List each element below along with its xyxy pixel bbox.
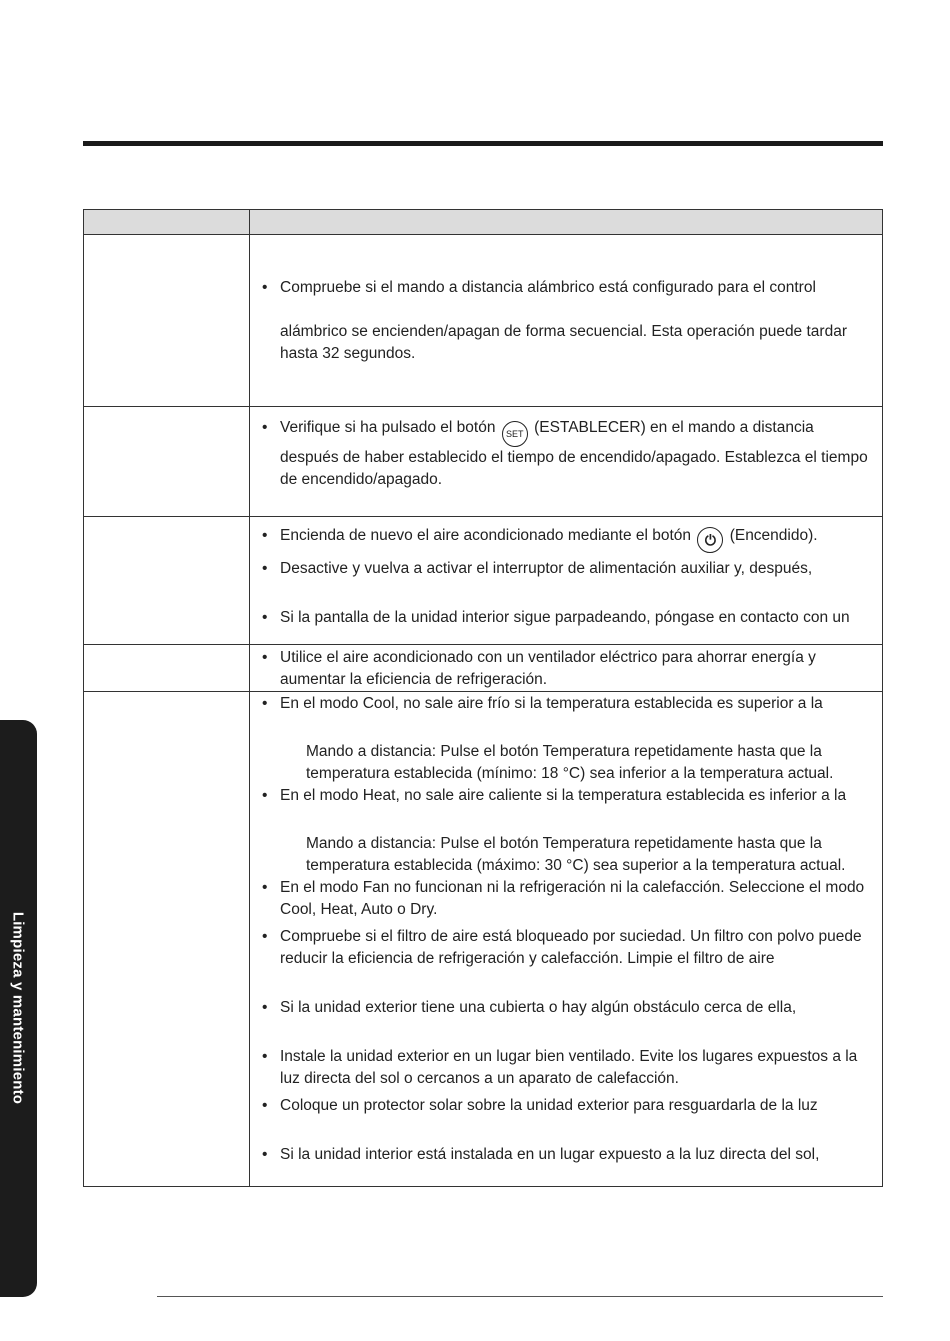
list-item: • Si la pantalla de la unidad interior sigue parpadeando, póngase en contacto con un	[280, 607, 872, 629]
list-item-continuation: alámbrico se encienden/apagan de forma secuencial. Esta operación puede tardar hasta 32 segundos.	[280, 323, 847, 362]
problem-cell	[84, 517, 250, 645]
list-item: • En el modo Heat, no sale aire caliente si la temperatura establecida es inferior a la	[280, 785, 872, 807]
problem-header-cell	[84, 210, 250, 235]
table-header-row	[84, 210, 883, 235]
table-row	[84, 517, 883, 645]
list-item: • Desactive y vuelva a activar el interruptor de alimentación auxiliar y, después,	[280, 558, 872, 580]
set-button-icon: SET	[502, 421, 528, 447]
problem-cell	[84, 645, 250, 692]
top-rule	[83, 141, 883, 146]
problem-cell	[84, 692, 250, 1187]
table-row	[84, 235, 883, 407]
table-row	[84, 692, 883, 1187]
list-item-text: (ESTABLECER) en el mando a distancia después de haber establecido el tiempo de encendido/apagado. Establezca el tiempo de encendido/apagado.	[280, 419, 868, 488]
action-header-cell	[250, 210, 883, 235]
list-item	[280, 525, 872, 553]
table-row	[84, 407, 883, 517]
list-item: • Si la unidad exterior tiene una cubierta o hay algún obstáculo cerca de ella,	[280, 997, 872, 1019]
list-item: • Coloque un protector solar sobre la unidad exterior para resguardarla de la luz	[280, 1095, 872, 1117]
list-item-text: Encienda de nuevo el aire acondicionado mediante el botón	[280, 527, 692, 544]
action-cell	[250, 407, 883, 517]
list-item: • Compruebe si el mando a distancia alámbrico está configurado para el control	[280, 277, 872, 299]
list-item: • Compruebe si el filtro de aire está bloqueado por suciedad. Un filtro con polvo puede reducir la eficiencia de refrigeración y calefacción. Limpie el filtro de aire	[280, 926, 872, 970]
list-item: • Instale la unidad exterior en un lugar bien ventilado. Evite los lugares expuestos a la luz directa del sol o cercanos a un aparato de calefacción.	[280, 1046, 872, 1090]
list-item	[280, 417, 872, 491]
list-item-text: Verifique si ha pulsado el botón	[280, 419, 496, 436]
action-cell	[250, 692, 883, 1187]
list-item-sub: Mando a distancia: Pulse el botón Temperatura repetidamente hasta que la temperatura establecida (mínimo: 18 °C) sea inferior a la temperatura actual.	[306, 743, 834, 782]
troubleshooting-table	[83, 209, 883, 1187]
table-row	[84, 645, 883, 692]
section-side-tab-label: Limpieza y mantenimiento	[9, 911, 27, 1105]
list-item: • Si la unidad interior está instalada en un lugar expuesto a la luz directa del sol,	[280, 1144, 872, 1166]
action-cell	[250, 645, 883, 692]
problem-cell	[84, 235, 250, 407]
action-cell	[250, 235, 883, 407]
list-item: • En el modo Fan no funcionan ni la refrigeración ni la calefacción. Seleccione el modo Cool, Heat, Auto o Dry.	[280, 877, 872, 921]
footer-rule	[157, 1296, 883, 1297]
list-item-text: (Encendido).	[729, 527, 818, 544]
list-item: • En el modo Cool, no sale aire frío si la temperatura establecida es superior a la	[280, 693, 872, 715]
problem-cell	[84, 407, 250, 517]
action-cell	[250, 517, 883, 645]
list-item: • Utilice el aire acondicionado con un ventilador eléctrico para ahorrar energía y aumentar la eficiencia de refrigeración.	[280, 647, 872, 691]
list-item-sub: Mando a distancia: Pulse el botón Temperatura repetidamente hasta que la temperatura establecida (máximo: 30 °C) sea superior a la temperatura actual.	[306, 835, 846, 874]
power-button-icon: ⏻	[697, 527, 723, 553]
